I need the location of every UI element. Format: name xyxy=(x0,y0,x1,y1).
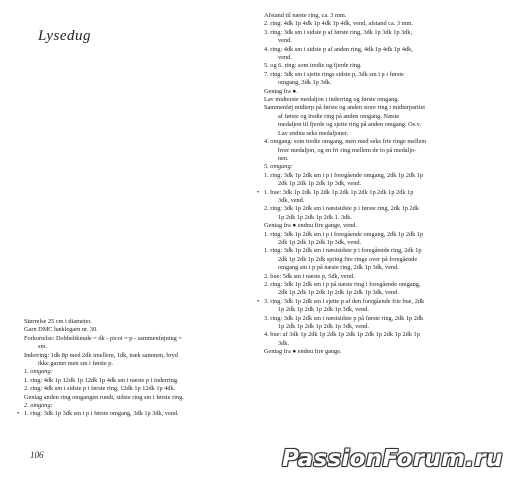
right-column-line-text: 2. ring: 3dk 1p 2dk sm i p på næste ring i foregående omgang, xyxy=(264,281,421,288)
right-column-line-text: Lav midterste medaljon i inderring og første omgang. xyxy=(264,96,399,104)
right-column-line-text: 2dk 1p 2dk 1p 2dk spring fire ringe over på foregående xyxy=(278,255,418,263)
right-column-line xyxy=(264,79,510,87)
right-column-line-text: 3. ring: 3dk 1p 2dk sm i sjette p af den foregående frie bue, 2dk xyxy=(264,297,425,305)
right-column-line-text: 1p 2dk 1p 2dk 1p 2dk 1. 3dk. xyxy=(278,213,352,221)
right-column-line xyxy=(264,172,510,180)
right-column-line-text: 3dk. xyxy=(278,339,290,347)
right-column-line-text: 2dk 1p 2dk 1p 2dk 1p 2dk 1p 2dk 1p 3dk, vend. xyxy=(278,289,399,297)
right-column-line xyxy=(257,188,510,197)
left-column-line-text: Størrelse 25 cm i diameter. xyxy=(24,318,92,325)
left-column-line-text: Inderring: 1dk 8p med 2dk imellem, 1dk, træk sammen, bryd xyxy=(24,351,178,359)
right-column-line-text: Sammenføj midterp på første og anden store ring i midterpartiet xyxy=(264,104,426,112)
right-column-line-text: 4. ring: 4dk sm i sidste p af anden ring, 4dk 1p 4dk 1p 4dk, xyxy=(264,45,413,53)
right-column-line xyxy=(264,222,510,230)
right-column-line-text: 3dk, vend. xyxy=(278,196,305,204)
right-column-line xyxy=(264,12,510,20)
right-column-line xyxy=(264,331,510,339)
right-column-line xyxy=(264,315,510,323)
right-column-line xyxy=(264,239,510,247)
right-column-line xyxy=(264,247,510,255)
page-number: 106 xyxy=(30,450,44,460)
right-column-line xyxy=(264,163,510,171)
right-column-line-text: 3. ring: 3dk 1p 2dk sm i næstsidste p på første ring, 2dk 1p 2dk xyxy=(264,314,424,322)
right-column-line-text: 1p 2dk 1p 2dk 1p 2dk 1p 3dk, vend. xyxy=(278,306,369,314)
right-column-line xyxy=(264,289,510,297)
left-column-line xyxy=(24,335,249,343)
left-column-line-text: 1. ring: 3dk 1p 3dk sm i p i første omgang, 3dk 1p 3dk, vend. xyxy=(24,410,179,418)
right-column-line xyxy=(264,113,510,121)
right-column-line-text: 2. bue: 5dk sm i næste p, 5dk, vend. xyxy=(264,272,355,280)
left-column-line-text: Gentag anden ring omgangen rundt, sidste ring sm i første ring. xyxy=(24,393,184,401)
right-column-line-text: vend. xyxy=(278,37,292,45)
right-column-line-text: Lav endnu seks medaljoner. xyxy=(278,129,349,137)
watermark-logo: PassionForum.ru xyxy=(282,446,503,472)
left-column-line xyxy=(24,402,249,410)
left-column-line xyxy=(17,410,249,418)
right-column-line xyxy=(264,281,510,289)
right-column-line-text: vend. xyxy=(278,54,292,62)
right-column-line xyxy=(264,54,510,62)
left-column-line xyxy=(24,360,249,368)
bullet-marker-icon: • xyxy=(17,410,20,418)
right-column-line xyxy=(264,121,510,129)
right-column-line-text: hver medaljon, og en fri ring mellem de to på medaljo- xyxy=(278,146,417,154)
right-column-line xyxy=(264,147,510,155)
right-column-line xyxy=(264,37,510,45)
left-column-line-text: Forkortelse: Dobbeltknude = dk - picot = p - sammenføjning = xyxy=(24,334,182,342)
right-column-line xyxy=(264,88,510,96)
right-column-line-text: 2. ring: 3dk 1p 2dk sm i næstsidste p i første ring, 2dk 1p 2dk xyxy=(264,205,419,213)
left-column-line-text: Garn DMC hæklegarn nr. 30. xyxy=(24,326,98,334)
right-column-line xyxy=(264,273,510,281)
right-column-line xyxy=(264,231,510,239)
right-column-line xyxy=(264,71,510,79)
right-column-line xyxy=(264,306,510,314)
right-column-line-text: Afstand til næste ring, ca. 3 mm. xyxy=(264,12,347,19)
right-column-line-text: af første og tredie ring på anden omgang. Næste xyxy=(278,112,400,120)
right-column-line xyxy=(264,104,510,112)
right-column-line-text: 1. bue: 3dk 1p 2dk 1p 2dk 1p 2dk 1p 2dk 1p 2dk 1p 2dk 1p xyxy=(264,188,414,196)
right-column-line-text: Gentag fra ● endnu fire gange. xyxy=(264,348,342,356)
right-column-line xyxy=(264,264,510,272)
right-column-line xyxy=(264,130,510,138)
right-column-line xyxy=(264,323,510,331)
right-column-line xyxy=(264,138,510,146)
right-column-line xyxy=(264,340,510,348)
left-column-line-text: 2. omgang: xyxy=(24,402,53,410)
left-column-line xyxy=(24,368,249,376)
right-column-line xyxy=(264,205,510,213)
right-column-line-text: medaljon til fjerde og sjette ring på anden omgang. Os.v. xyxy=(278,121,421,129)
right-column-line-text: 4. omgang: som tredie omgang, men med seks frie ringe mellem xyxy=(264,138,427,146)
left-column-line-text: sm. xyxy=(38,343,47,351)
right-column-line-text: Gentag fra ●. xyxy=(264,87,298,95)
left-column-line xyxy=(24,326,249,334)
right-column-line-text: 1p 2dk 1p 2dk 1p 2dk 1p 3dk, vend. xyxy=(278,323,369,331)
right-column-line-text: 2dk 1p 2dk 1p 2dk 1p 3dk, vend. xyxy=(278,180,362,188)
right-column-line-text: 1. ring: 3dk 1p 2dk sm i p i foregående omgang, 2dk 1p 2dk 1p xyxy=(264,230,424,238)
right-column-line xyxy=(264,180,510,188)
left-column-line-text: ikke garnet men sm i første p. xyxy=(38,360,114,368)
pattern-title: Lysedug xyxy=(38,28,92,44)
right-column-line xyxy=(264,20,510,28)
left-column-line xyxy=(24,318,249,326)
left-column-text xyxy=(17,318,249,419)
right-column-line xyxy=(264,96,510,104)
left-column-line xyxy=(24,377,249,385)
right-column-line xyxy=(257,297,510,306)
left-column-line-text: 2. ring: 4dk sm i sidste p i første ring, 12dk 1p 12dk 1p 4dk. xyxy=(24,385,176,393)
right-column-line xyxy=(264,155,510,163)
right-column-line-text: omgang, 3dk 1p 3dk. xyxy=(278,79,332,87)
right-column-line-text: 5. omgang: xyxy=(264,163,293,171)
right-column-line-text: 7. ring: 3dk sm i sjette rings sidste p, 3dk sm i p i første xyxy=(264,70,404,78)
right-column-line xyxy=(264,46,510,54)
bullet-marker-icon: • xyxy=(257,188,260,196)
right-column-line xyxy=(264,348,510,356)
left-column-line-text: 1. omgang: xyxy=(24,368,53,376)
right-column-line-text: 2. ring: 4dk 1p 4dk 1p 4dk 1p 4dk, vend, afstand ca. 3 mm. xyxy=(264,20,414,28)
right-column-line xyxy=(264,214,510,222)
bullet-marker-icon: • xyxy=(257,297,260,305)
right-column-line-text: 4. bue: af 3dk 1p 2dk 1p 2dk 1p 2dk 1p 2dk 1p 2dk 1p 2dk 1p xyxy=(264,331,420,339)
right-column-line xyxy=(264,29,510,37)
right-column-line-text: Gentag fra ● endnu fire gange, vend. xyxy=(264,222,357,230)
left-column-line-text: 1. ring: 4dk 1p 12dk 1p 12dk 1p 4dk sm i næste p i inderring. xyxy=(24,376,179,384)
left-column-line xyxy=(24,343,249,351)
right-column-line-text: 3. ring: 3dk sm i sidste p af første ring, 3dk 1p 3dk 1p 3dk, xyxy=(264,28,413,36)
left-column-line xyxy=(24,352,249,360)
right-column-line-text: 1. ring: 3dk 1p 2dk sm i næstsidste p i foregående ring, 2dk 1p xyxy=(264,247,422,255)
right-column-line-text: 1. ring: 3dk 1p 2dk sm i p i foregående omgang, 2dk 1p 2dk 1p xyxy=(264,171,424,179)
right-column-line-text: nen. xyxy=(278,154,289,162)
left-column-line xyxy=(24,394,249,402)
right-column-line xyxy=(264,256,510,264)
right-column-line xyxy=(264,62,510,70)
right-column-line-text: 5. og 6. ring: som tredie og fjerde ring. xyxy=(264,62,362,70)
right-column-text xyxy=(257,12,510,357)
right-column-line-text: omgang sm i p på næste ring, 2dk 1p 3dk, vend. xyxy=(278,264,399,272)
right-column-line-text: 2dk 1p 2dk 1p 2dk 1p 3dk, vend. xyxy=(278,238,362,246)
right-column-line xyxy=(264,197,510,205)
left-column-line xyxy=(24,385,249,393)
